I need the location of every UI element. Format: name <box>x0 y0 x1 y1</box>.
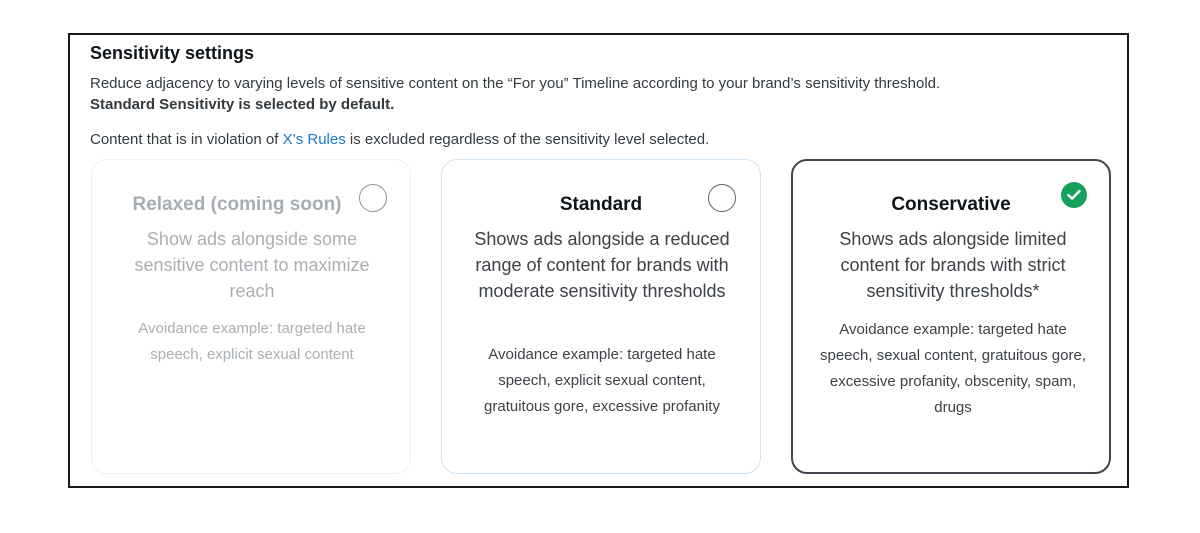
option-title: Conservative <box>891 194 1011 215</box>
rules-prefix: Content that is in violation of <box>90 131 283 148</box>
option-description: Show ads alongside some sensitive content to maximize reach <box>134 229 370 301</box>
radio-empty-icon[interactable] <box>359 184 387 212</box>
option-title: Standard <box>559 194 643 215</box>
option-avoidance-example: Avoidance example: targeted hate speech, explicit sexual content, gratuitous gore, excessive profanity <box>484 346 720 415</box>
settings-description: Reduce adjacency to varying levels of sensitive content on the “For you” Timeline according to your brand’s sensitivity threshold. <box>90 75 941 92</box>
checkmark-icon <box>1067 189 1081 201</box>
section-title: Sensitivity settings <box>90 43 255 63</box>
option-description: Shows ads alongside a reduced range of content for brands with moderate sensitivity thresholds <box>474 229 730 301</box>
option-card-conservative[interactable] <box>791 159 1111 474</box>
default-note: Standard Sensitivity is selected by default. <box>90 96 395 113</box>
option-title: Relaxed (coming soon) <box>132 194 342 215</box>
option-avoidance-example: Avoidance example: targeted hate speech, explicit sexual content <box>138 320 366 363</box>
option-card-standard[interactable] <box>441 159 761 474</box>
rules-note <box>90 129 709 150</box>
option-description: Shows ads alongside limited content for brands with strict sensitivity thresholds* <box>839 229 1067 301</box>
option-avoidance-example: Avoidance example: targeted hate speech, sexual content, gratuitous gore, excessive profanity, obscenity, spam, drugs <box>819 321 1086 416</box>
option-card-relaxed[interactable] <box>91 159 411 474</box>
radio-empty-icon[interactable] <box>708 184 736 212</box>
x-rules-link[interactable]: X’s Rules <box>282 131 346 148</box>
sensitivity-settings-panel <box>68 33 1129 488</box>
rules-suffix: is excluded regardless of the sensitivity level selected. <box>345 131 710 148</box>
check-circle-icon[interactable] <box>1061 182 1087 208</box>
